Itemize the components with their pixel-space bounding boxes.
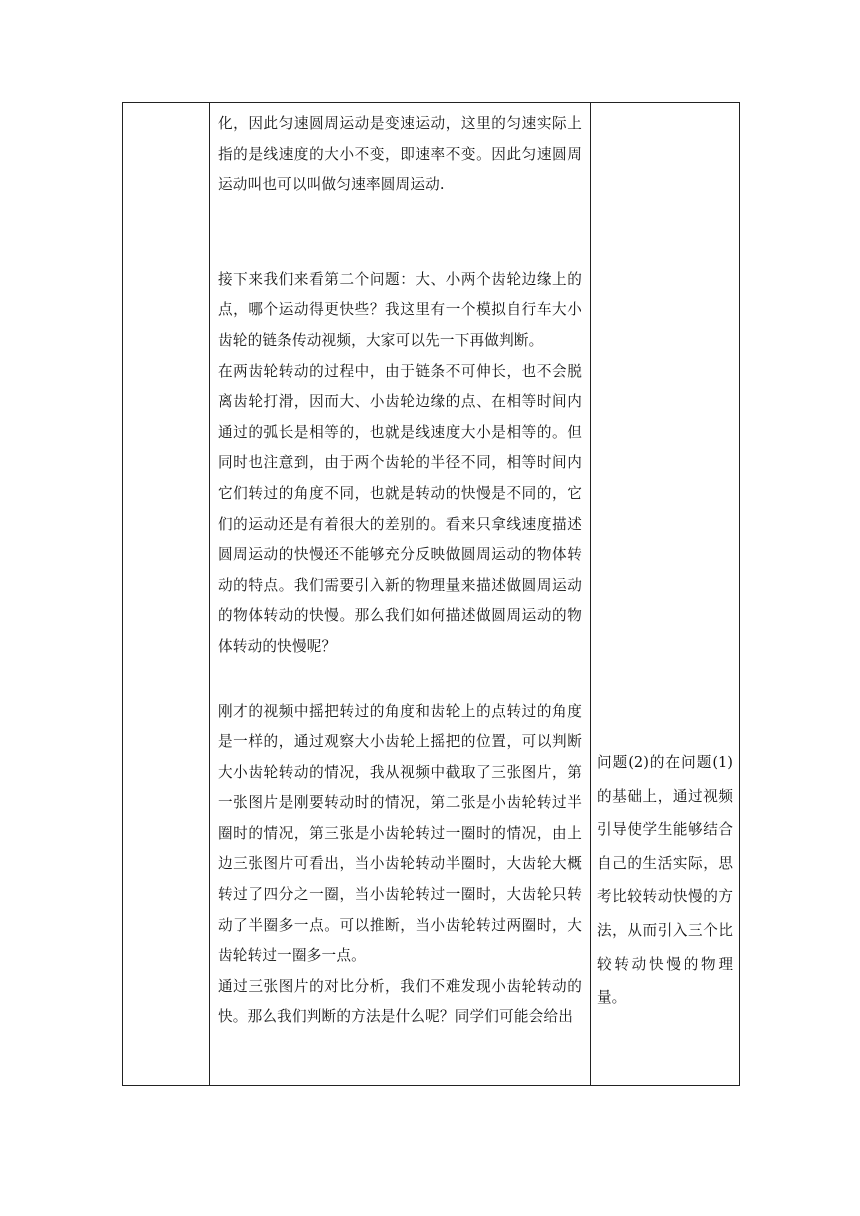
blank-gap: [218, 201, 582, 265]
design-intent-cell: [591, 103, 740, 1086]
paragraph-chain-analysis: 在两齿轮转动的过程中，由于链条不可伸长，也不会脱离齿轮打滑，因而大、小齿轮边缘的点、在相等时间内通过的弧长是相等的，也就是线速度大小是相等的。但同时也注意到，由于两个齿轮的半径不同，相等时间内它们转过的角度不同，也就是转动的快慢是不同的，它们的运动还是有着很大的差别的。看来只拿线速度描述圆周运动的快慢还不能够充分反映做圆周运动的物体转动的特点。我们需要引入新的物理量来描述做圆周运动的物体转动的快慢。那么我们如何描述做圆周运动的物体转动的快慢呢？: [218, 362, 582, 655]
paragraph-uniform-speed: 化，因此匀速圆周运动是变速运动，这里的匀速实际上指的是线速度的大小不变，即速率不变。因此匀速圆周运动叫也可以叫做匀速率圆周运动.: [218, 115, 582, 194]
teaching-process-cell: [210, 103, 591, 1086]
side-note: 问题(2)的在问题(1)的基础上，通过视频引导使学生能够结合自己的生活实际，思考比较转动快慢的方法，从而引入三个比较转动快慢的物理量。: [597, 754, 733, 1007]
stage-cell: [123, 103, 210, 1086]
paragraph-comparison: 通过三张图片的对比分析，我们不难发现小齿轮转动的快。那么我们判断的方法是什么呢？同学们可能会给出: [218, 977, 582, 1026]
teaching-process-text: [210, 103, 590, 1033]
blank-gap: [218, 663, 582, 697]
lesson-plan-table: [122, 102, 740, 1086]
paragraph-video-observation: 刚才的视频中摇把转过的角度和齿轮上的点转过的角度是一样的，通过观察大小齿轮上摇把的位置，可以判断大小齿轮转动的情况，我从视频中截取了三张图片，第一张图片是刚要转动时的情况，第二张是小齿轮转过半圈时的情况，第三张是小齿轮转过一圈时的情况，由上边三张图片可看出，当小齿轮转动半圈时，大齿轮大概转过了四分之一圈，当小齿轮转过一圈时，大齿轮只转动了半圈多一点。可以推断，当小齿轮转过两圈时，大齿轮转过一圈多一点。: [218, 702, 582, 965]
design-intent-text: [597, 746, 733, 1015]
table-row: [123, 103, 740, 1086]
paragraph-second-question: 接下来我们来看第二个问题：大、小两个齿轮边缘上的点，哪个运动得更快些？我这里有一个模拟自行车大小齿轮的链条传动视频，大家可以先一下再做判断。: [218, 270, 582, 349]
